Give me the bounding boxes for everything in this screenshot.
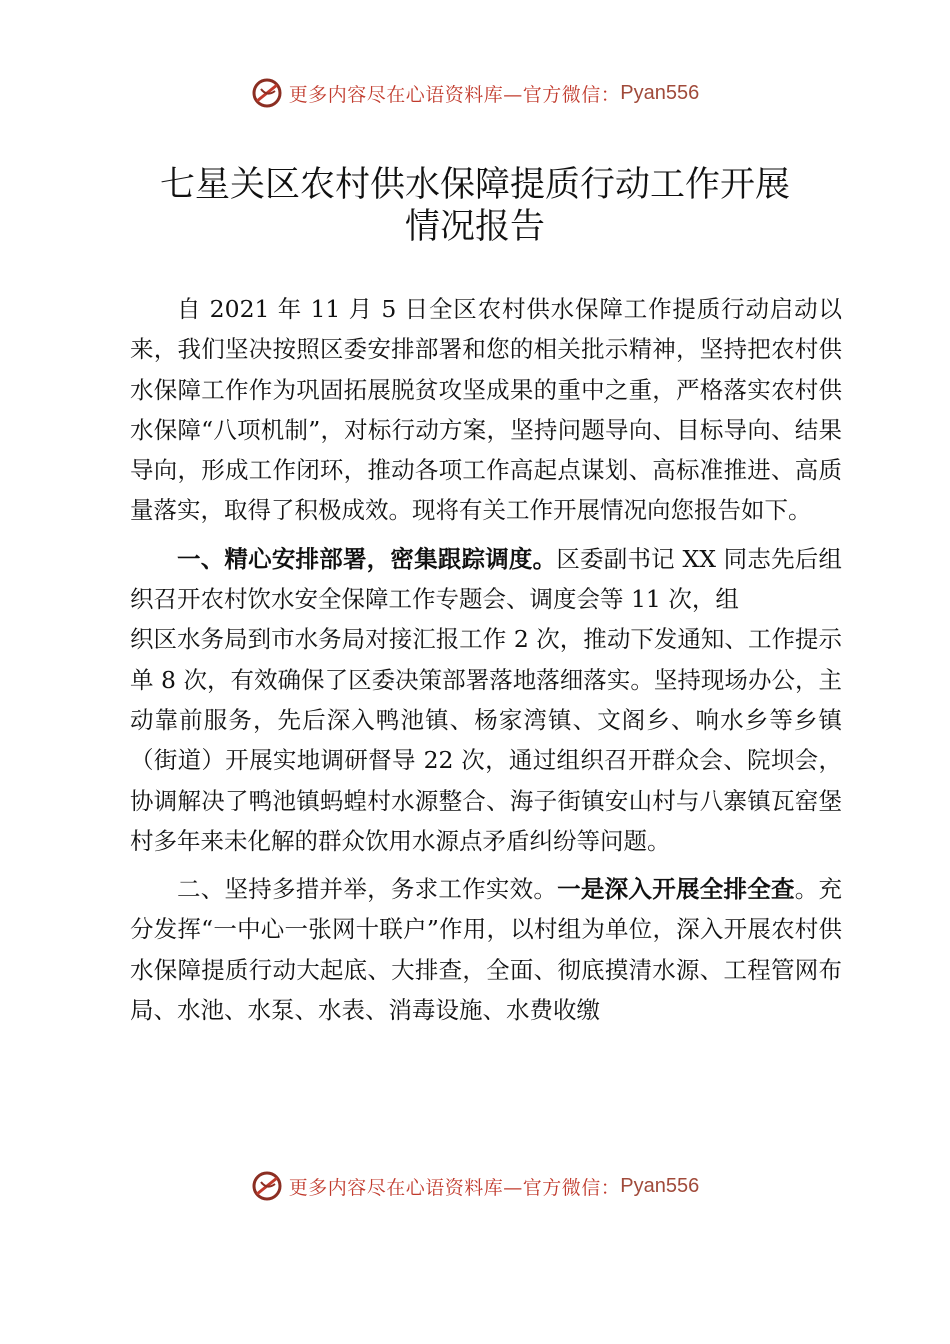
brand-logo-icon bbox=[251, 1170, 283, 1202]
paragraph-section-1-a bbox=[130, 539, 842, 620]
section-1-text-a: 区委副书记 XX 同志先后组织召开农村饮水安全保障工作专题会、调度会等 11 次，组 bbox=[130, 544, 843, 614]
footer-watermark bbox=[0, 1166, 950, 1206]
footer-watermark-text: 更多内容尽在心语资料库—官方微信： bbox=[288, 1176, 621, 1199]
title-line-2: 情况报告 bbox=[404, 207, 545, 247]
header-watermark-text: 更多内容尽在心语资料库—官方微信： bbox=[288, 83, 621, 106]
section-2-heading: 二、坚持多措并举，务求工作实效。 bbox=[177, 875, 558, 904]
header-watermark-wechat: Pyan556 bbox=[620, 81, 700, 104]
document-body bbox=[130, 289, 842, 1030]
paragraph-section-1-b: 织区水务局到市水务局对接汇报工作 2 次，推动下发通知、工作提示单 8 次，有效确保了区委决策部署落地落细落实。坚持现场办公，主动靠前服务，先后深入鸭池镇、杨家湾镇、文阁乡、响水乡等乡镇（街道）开展实地调研督导 22 次，通过组织召开群众会、院坝会，协调解决了鸭池镇蚂蝗村水源整合、海子街镇安山村与八寨镇瓦窑堡村多年来未化解的群众饮用水源点矛盾纠纷等问题。 bbox=[130, 625, 842, 855]
section-2-text: 。充分发挥“一中心一张网十联户”作用，以村组为单位，深入开展农村供水保障提质行动大起底、大排查，全面、彻底摸清水源、工程管网布局、水池、水泵、水表、消毒设施、水费收缴 bbox=[130, 875, 843, 1025]
title-line-1: 七星关区农村供水保障提质行动工作开展 bbox=[159, 165, 790, 205]
header-watermark bbox=[0, 73, 950, 113]
section-2-subheading: 一是深入开展全排全查 bbox=[557, 875, 795, 904]
section-1-heading: 一、精心安排部署，密集跟踪调度。 bbox=[177, 544, 557, 573]
document-title bbox=[0, 164, 950, 248]
paragraph-section-2 bbox=[130, 869, 842, 1030]
paragraph-intro: 自 2021 年 11 月 5 日全区农村供水保障工作提质行动启动以来，我们坚决按照区委安排部署和您的相关批示精神，坚持把农村供水保障工作作为巩固拓展脱贫攻坚成果的重中之重，严格落实农村供水保障“八项机制”，对标行动方案，坚持问题导向、目标导向、结果导向，形成工作闭环，推动各项工作高起点谋划、高标准推进、高质量落实，取得了积极成效。现将有关工作开展情况向您报告如下。 bbox=[130, 295, 842, 525]
footer-watermark-wechat: Pyan556 bbox=[620, 1174, 700, 1197]
brand-logo-icon bbox=[251, 77, 283, 109]
